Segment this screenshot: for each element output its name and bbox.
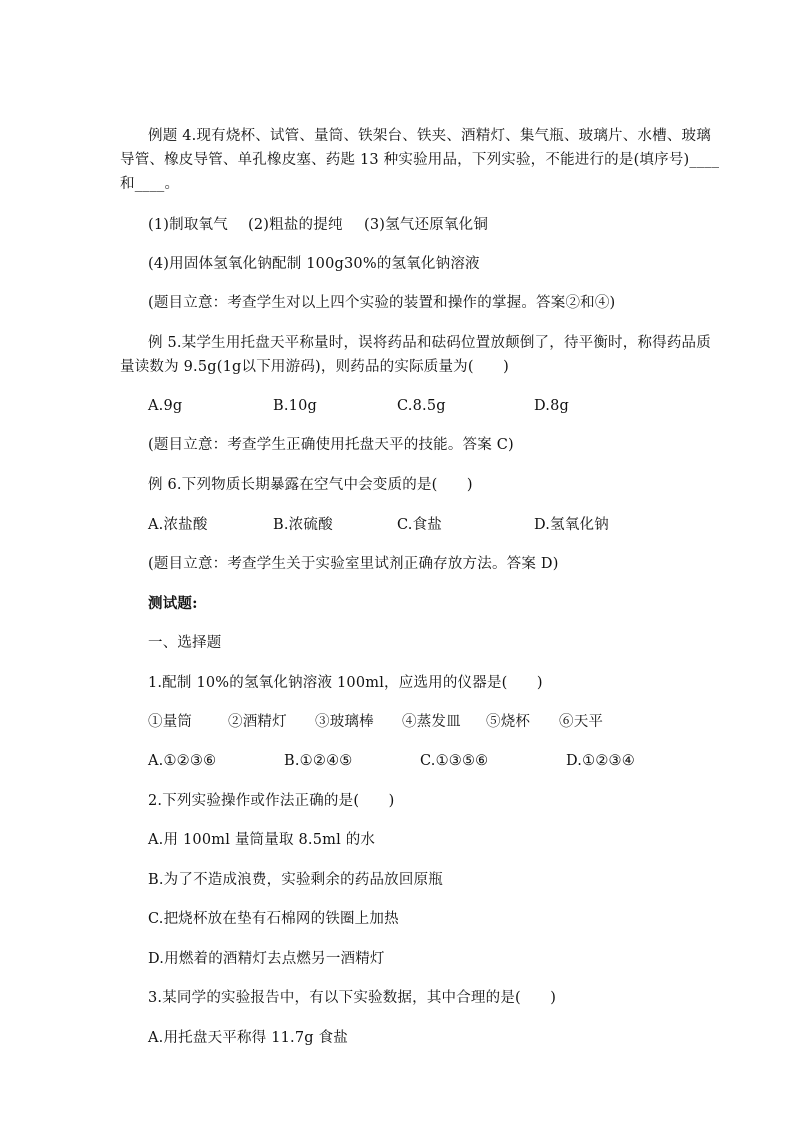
q1-instrument-6: ⑥天平 bbox=[559, 714, 604, 730]
q1-option-d: D.①②③④ bbox=[566, 753, 635, 769]
q2-option-d: D.用燃着的酒精灯去点燃另一酒精灯 bbox=[148, 951, 385, 967]
test-title: 测试题: bbox=[148, 595, 198, 612]
ex4-items-row bbox=[148, 215, 488, 235]
q1-options bbox=[148, 751, 635, 771]
q1-stem: 1.配制 10%的氢氧化钠溶液 100ml，应选用的仪器是( ) bbox=[148, 675, 543, 691]
ex5-option-a: A.9g bbox=[148, 398, 183, 414]
ex4-line3: 和____。 bbox=[120, 176, 180, 192]
q2-option-b: B.为了不造成浪费，实验剩余的药品放回原瓶 bbox=[148, 872, 443, 888]
ex6-option-b: B.浓硫酸 bbox=[273, 517, 333, 533]
q1-instrument-3: ③玻璃棒 bbox=[315, 714, 374, 730]
ex6-intent: (题目立意：考查学生关于实验室里试剂正确存放方法。答案 D) bbox=[148, 556, 559, 572]
ex4-line1: 例题 4.现有烧杯、试管、量筒、铁架台、铁夹、酒精灯、集气瓶、玻璃片、水槽、玻璃 bbox=[148, 128, 711, 144]
q1-instrument-5: ⑤烧杯 bbox=[486, 714, 531, 730]
ex6-options bbox=[148, 515, 609, 535]
ex4-item-3: (3)氢气还原氧化铜 bbox=[364, 217, 489, 233]
ex4-item-1: (1)制取氧气 bbox=[148, 217, 228, 233]
ex5-line2: 量读数为 9.5g(1g以下用游码)，则药品的实际质量为( ) bbox=[120, 359, 509, 375]
ex5-intent: (题目立意：考查学生正确使用托盘天平的技能。答案 C) bbox=[148, 437, 514, 453]
q3-stem: 3.某同学的实验报告中，有以下实验数据，其中合理的是( ) bbox=[148, 990, 557, 1006]
q2-option-c: C.把烧杯放在垫有石棉网的铁圈上加热 bbox=[148, 911, 399, 927]
q1-option-a: A.①②③⑥ bbox=[148, 753, 217, 769]
section-choice-title: 一、选择题 bbox=[148, 635, 222, 651]
ex5-option-c: C.8.5g bbox=[397, 398, 446, 414]
q1-instrument-2: ②酒精灯 bbox=[228, 714, 287, 730]
ex5-option-b: B.10g bbox=[273, 398, 317, 414]
q2-stem: 2.下列实验操作或作法正确的是( ) bbox=[148, 793, 395, 809]
ex5-option-d: D.8g bbox=[534, 398, 570, 414]
ex4-item-2: (2)粗盐的提纯 bbox=[248, 217, 343, 233]
ex4-intent: (题目立意：考查学生对以上四个实验的装置和操作的掌握。答案②和④) bbox=[148, 295, 616, 311]
ex6-option-c: C.食盐 bbox=[397, 517, 442, 533]
ex6-option-a: A.浓盐酸 bbox=[148, 517, 208, 533]
ex5-line1: 例 5.某学生用托盘天平称量时，误将药品和砝码位置放颠倒了，待平衡时，称得药品质 bbox=[148, 335, 711, 351]
ex6-line1: 例 6.下列物质长期暴露在空气中会变质的是( ) bbox=[148, 477, 473, 493]
ex6-option-d: D.氢氧化钠 bbox=[534, 517, 609, 533]
ex4-item-4: (4)用固体氢氧化钠配制 100g30%的氢氧化钠溶液 bbox=[148, 256, 480, 272]
q2-option-a: A.用 100ml 量筒量取 8.5ml 的水 bbox=[148, 832, 376, 848]
q1-instrument-4: ④蒸发皿 bbox=[402, 714, 461, 730]
ex5-options bbox=[148, 396, 569, 416]
q1-instrument-1: ①量筒 bbox=[148, 714, 193, 730]
q1-option-b: B.①②④⑤ bbox=[284, 753, 353, 769]
ex4-line2: 导管、橡皮导管、单孔橡皮塞、药匙 13 种实验用品，下列实验，不能进行的是(填序号)____ bbox=[120, 152, 720, 168]
q1-option-c: C.①③⑤⑥ bbox=[420, 753, 489, 769]
q1-instruments bbox=[148, 712, 639, 732]
q3-option-a: A.用托盘天平称得 11.7g 食盐 bbox=[148, 1030, 348, 1046]
